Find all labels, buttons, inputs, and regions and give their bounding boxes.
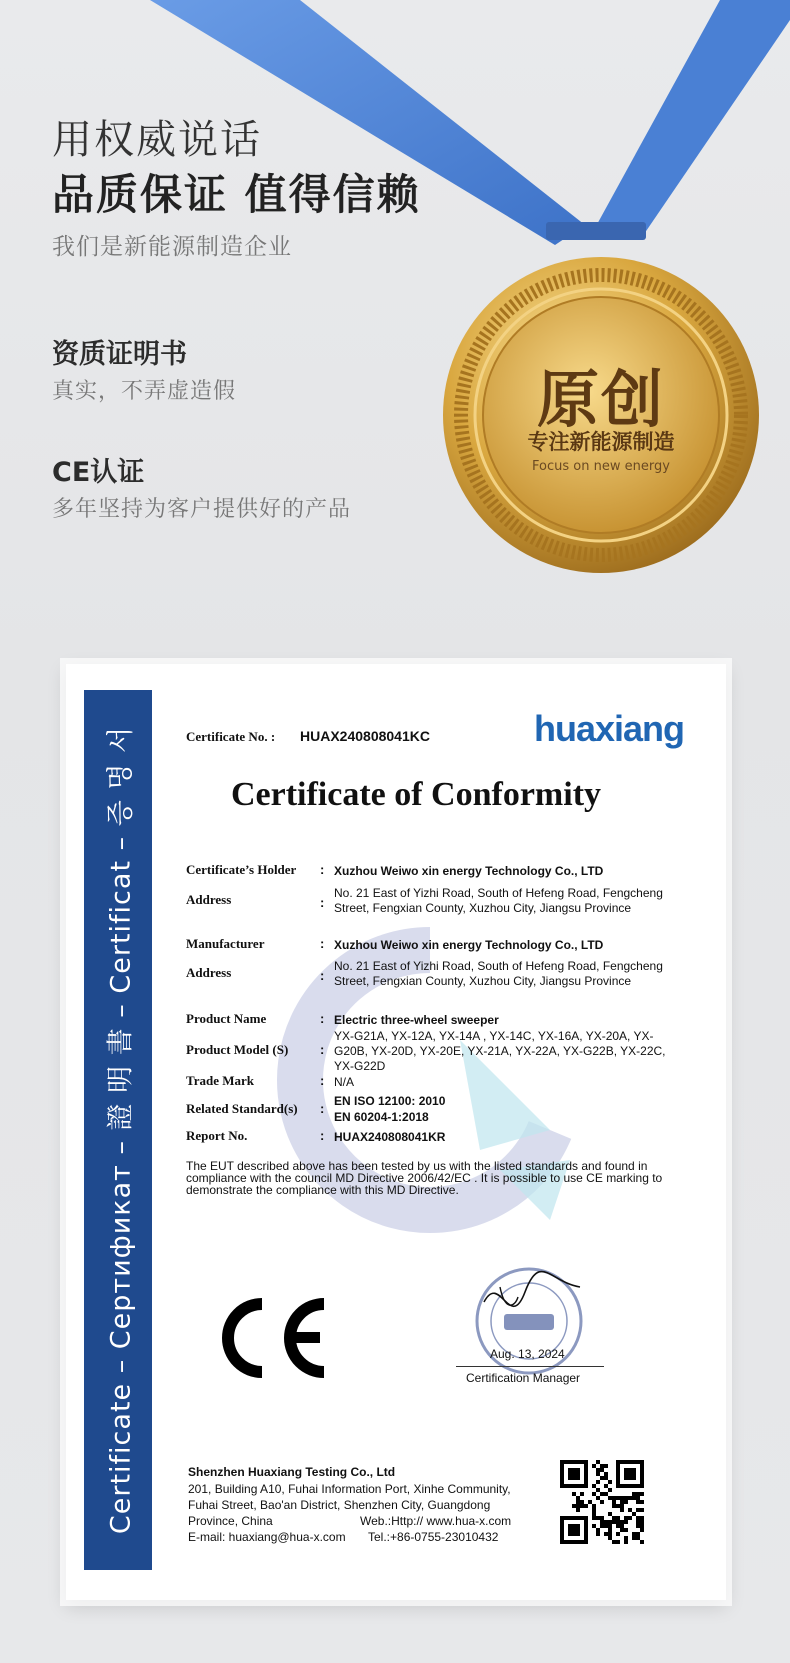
signature-line xyxy=(456,1366,604,1367)
issuer-name: Shenzhen Huaxiang Testing Co., Ltd xyxy=(188,1465,396,1479)
product-model-value: YX-G21A, YX-12A, YX-14A , YX-14C, YX-16A, YX-20A, YX-G20B, YX-20D, YX-20E, YX-21A, YX-22A, YX-G22B, YX-22C, YX-G22D xyxy=(334,1029,666,1073)
address2-label: Address xyxy=(186,965,232,980)
address-value: No. 21 East of Yizhi Road, South of Hefeng Road, Fengcheng Street, Fengxian County, Xuzhou City, Jiangsu Province xyxy=(334,886,663,915)
colon: : xyxy=(320,1011,325,1026)
colon: : xyxy=(320,1073,325,1088)
standard-1: EN ISO 12100: 2010 xyxy=(334,1094,446,1108)
trade-mark-label: Trade Mark xyxy=(186,1073,254,1088)
issuer-address-line3: Province, China xyxy=(188,1514,273,1528)
headline-subtitle: 我们是新能源制造企业 xyxy=(52,234,292,260)
section-desc-ce: 多年坚持为客户提供好的产品 xyxy=(52,497,352,522)
signature-date: Aug. 13, 2024 xyxy=(490,1347,565,1361)
colon: : xyxy=(320,1042,325,1057)
signatory-role: Certification Manager xyxy=(466,1371,581,1385)
company-stamp-icon xyxy=(470,1262,588,1380)
issuer-address-line1: 201, Building A10, Fuhai Information Port, Xinhe Community, xyxy=(188,1482,511,1496)
trade-mark-value: N/A xyxy=(334,1075,355,1089)
issuer-phone: Tel.:+86-0755-23010432 xyxy=(368,1530,499,1544)
headline-line2: 品质保证 值得信赖 xyxy=(52,170,421,219)
qr-code-icon xyxy=(560,1460,644,1544)
certificate-number-label: Certificate No. : xyxy=(186,729,276,744)
compliance-statement: The EUT described above has been tested by us with the listed standards and found in compliance with the council MD Directive 2006/42/EC . It is possible to use CE marking to demonstrate the compliance with this MD Directive. xyxy=(186,1159,663,1197)
report-value: HUAX240808041KR xyxy=(334,1130,446,1144)
address-label: Address xyxy=(186,892,232,907)
report-label: Report No. xyxy=(186,1128,248,1143)
headline-line1: 用权威说话 xyxy=(52,117,262,163)
issuer-email: E-mail: huaxiang@hua-x.com xyxy=(188,1530,346,1544)
standards-label: Related Standard(s) xyxy=(186,1101,298,1116)
certificate-sidebar-text: Certificate – Сертификат – 證 明 書 – Certificat – 증 명 서 xyxy=(105,725,137,1535)
section-title-certificate: 资质证明书 xyxy=(52,339,187,370)
product-name-label: Product Name xyxy=(186,1011,267,1026)
colon: : xyxy=(320,895,325,910)
colon: : xyxy=(320,936,325,951)
manufacturer-value: Xuzhou Weiwo xin energy Technology Co., LTD xyxy=(334,938,604,952)
standard-2: EN 60204-1:2018 xyxy=(334,1110,429,1124)
section-desc-certificate: 真实，不弄虚造假 xyxy=(52,379,237,404)
section-title-ce: CE认证 xyxy=(52,457,145,488)
medal-cn-text: 专注新能源制造 xyxy=(527,430,675,454)
colon: : xyxy=(320,862,325,877)
medal-en-text: Focus on new energy xyxy=(532,459,670,474)
product-name-value: Electric three-wheel sweeper xyxy=(334,1013,499,1027)
colon: : xyxy=(320,968,325,983)
issuer-web: Web.:Http:// www.hua-x.com xyxy=(360,1514,512,1528)
ce-mark-icon xyxy=(212,1294,332,1382)
medal-main-text: 原创 xyxy=(536,363,665,436)
holder-value: Xuzhou Weiwo xin energy Technology Co., LTD xyxy=(334,864,604,878)
manufacturer-label: Manufacturer xyxy=(186,936,265,951)
address2-value: No. 21 East of Yizhi Road, South of Hefeng Road, Fengcheng Street, Fengxian County, Xuzhou City, Jiangsu Province xyxy=(334,959,663,988)
certificate-title: Certificate of Conformity xyxy=(230,776,602,813)
product-model-label: Product Model (S) xyxy=(186,1042,289,1057)
huaxiang-logo: huaxiang xyxy=(534,708,685,749)
holder-label: Certificate’s Holder xyxy=(186,862,297,877)
colon: : xyxy=(320,1101,325,1116)
certificate-number: HUAX240808041KC xyxy=(300,728,430,744)
colon: : xyxy=(320,1128,325,1143)
issuer-address-line2: Fuhai Street, Bao'an District, Shenzhen City, Guangdong xyxy=(188,1498,491,1512)
